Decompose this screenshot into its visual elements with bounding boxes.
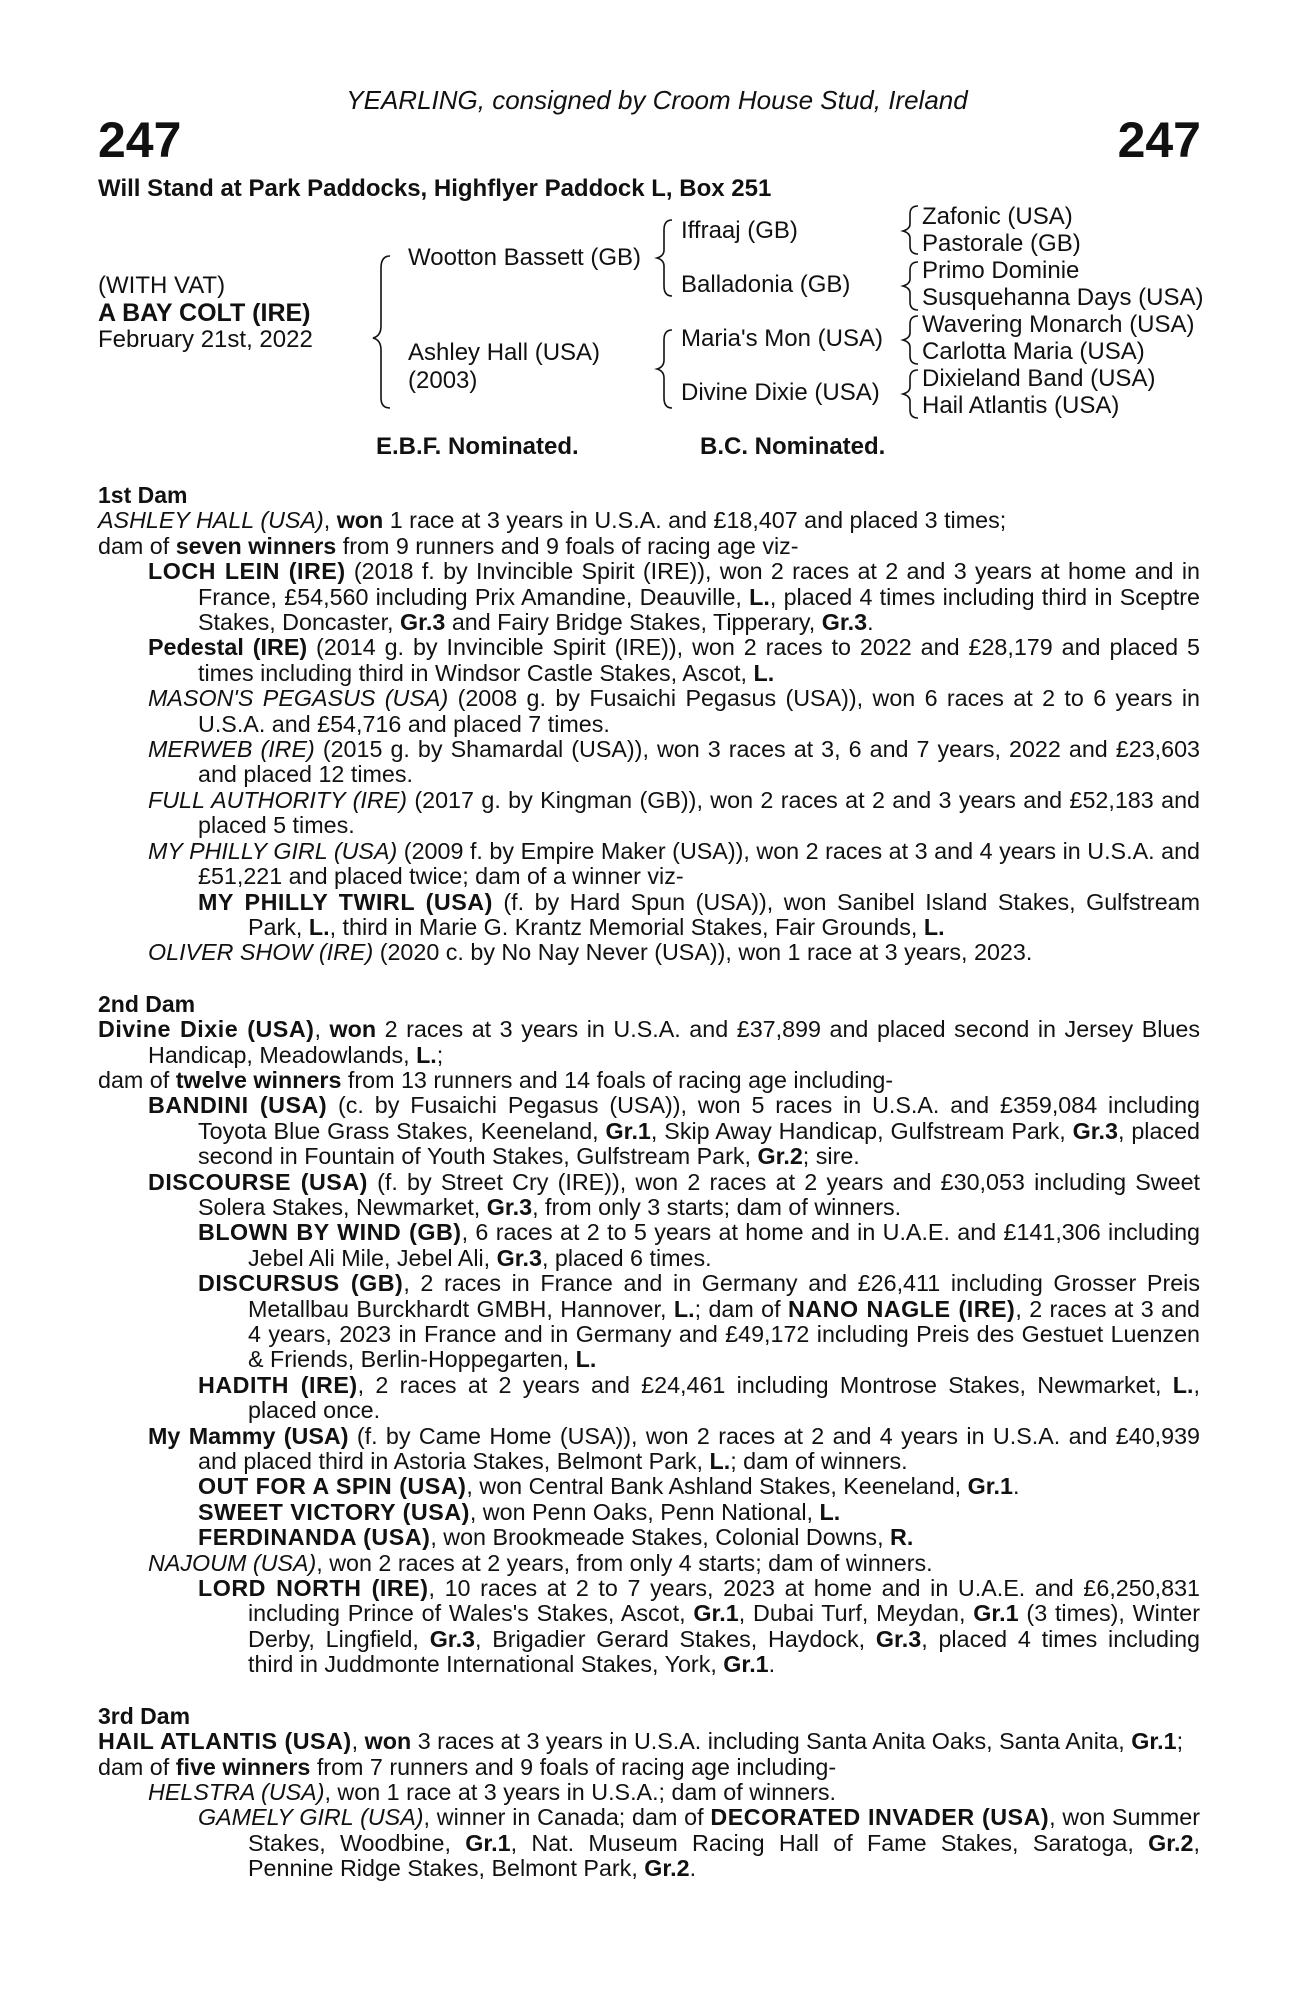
produce-entry: DISCURSUS (GB), 2 races in France and in Germany and £26,411 including Grosser Preis Metallbau Burckhardt GMBH, Hannover, L.; dam of NANO NAGLE (IRE), 2 races at 3 and 4 years, 2023 in France and in Germany and £49,172 including Preis des Gestuet Luenzen & Friends, Berlin-Hoppegarten, L.	[198, 1270, 1200, 1373]
produce-entry: MY PHILLY TWIRL (USA) (f. by Hard Spun (USA)), won Sanibel Island Stakes, Gulfstream Park, L., third in Marie G. Krantz Memorial Stakes, Fair Grounds, L.	[198, 888, 1201, 940]
lot-number-left: 247	[98, 112, 182, 168]
granddam-8: Hail Atlantis (USA)	[922, 392, 1120, 419]
lot-number-right: 247	[1117, 112, 1201, 168]
third-dam-heading: 3rd Dam	[98, 1702, 191, 1729]
granddam-6: Carlotta Maria (USA)	[922, 338, 1145, 365]
dam-dam: Divine Dixie (USA)	[681, 379, 880, 406]
produce-entry: OUT FOR A SPIN (USA), won Central Bank Ashland Stakes, Keeneland, Gr.1.	[198, 1473, 1020, 1500]
sire-name: Wootton Bassett (GB)	[408, 244, 641, 271]
catalogue-body	[98, 483, 1200, 1882]
dam-sire: Maria's Mon (USA)	[681, 325, 883, 352]
produce-entry: HELSTRA (USA), won 1 race at 3 years in U.S.A.; dam of winners.	[148, 1778, 836, 1805]
dam-year: (2003)	[408, 367, 478, 394]
produce-entry: SWEET VICTORY (USA), won Penn Oaks, Penn National, L.	[198, 1498, 841, 1525]
produce-entry: OLIVER SHOW (IRE) (2020 c. by No Nay Never (USA)), won 1 race at 3 years, 2023.	[148, 939, 1033, 966]
foaling-date: February 21st, 2022	[98, 326, 313, 353]
stand-location: Will Stand at Park Paddocks, Highflyer Paddock L, Box 251	[98, 175, 772, 202]
grandsire-3: Primo Dominie	[922, 257, 1080, 284]
produce-entry: DISCOURSE (USA) (f. by Street Cry (IRE)), won 2 races at 2 years and £30,053 including Sweet Solera Stakes, Newmarket, Gr.3, from only 3 starts; dam of winners.	[148, 1168, 1200, 1220]
consignment-line: YEARLING, consigned by Croom House Stud, Ireland	[346, 85, 968, 115]
produce-entry: MASON'S PEGASUS (USA) (2008 g. by Fusaichi Pegasus (USA)), won 6 races at 2 to 6 years in U.S.A. and £54,716 and placed 7 times.	[148, 685, 1200, 737]
produce-entry: FERDINANDA (USA), won Brookmeade Stakes, Colonial Downs, R.	[198, 1524, 914, 1551]
second-dam-heading: 2nd Dam	[98, 990, 196, 1017]
granddam-2: Pastorale (GB)	[922, 230, 1081, 257]
grandsire-5: Wavering Monarch (USA)	[922, 311, 1195, 338]
produce-entry: HADITH (IRE), 2 races at 2 years and £24,461 including Montrose Stakes, Newmarket, L., placed once.	[198, 1371, 1200, 1424]
grandsire-1: Zafonic (USA)	[922, 203, 1073, 230]
produce-entry: LOCH LEIN (IRE) (2018 f. by Invincible Spirit (IRE)), won 2 races at 2 and 3 years at home and in France, £54,560 including Prix Amandine, Deauville, L., placed 4 times including third in Sceptre Stakes, Doncaster, Gr.3 and Fairy Bridge Stakes, Tipperary, Gr.3.	[148, 558, 1201, 636]
bc-nomination: B.C. Nominated.	[700, 433, 886, 460]
produce-entry: BLOWN BY WIND (GB), 6 races at 2 to 5 years at home and in U.A.E. and £141,306 including Jebel Ali Mile, Jebel Ali, Gr.3, placed 6 times.	[198, 1219, 1200, 1271]
produce-entry: GAMELY GIRL (USA), winner in Canada; dam of DECORATED INVADER (USA), won Summer Stakes, Woodbine, Gr.1, Nat. Museum Racing Hall of Fame Stakes, Saratoga, Gr.2, Pennine Ridge Stakes, Belmont Park, Gr.2.	[198, 1804, 1200, 1882]
sire-sire: Iffraaj (GB)	[681, 217, 798, 244]
second-dam-produce-summary: dam of twelve winners from 13 runners and 14 foals of racing age including-	[98, 1066, 894, 1093]
grandsire-7: Dixieland Band (USA)	[922, 365, 1156, 392]
produce-entry: My Mammy (USA) (f. by Came Home (USA)), won 2 races at 2 and 4 years in U.S.A. and £40,939 and placed third in Astoria Stakes, Belmont Park, L.; dam of winners.	[148, 1422, 1200, 1475]
produce-entry: FULL AUTHORITY (IRE) (2017 g. by Kingman (GB)), won 2 races at 2 and 3 years and £52,183 and placed 5 times.	[148, 786, 1200, 839]
third-dam-record: HAIL ATLANTIS (USA), won 3 races at 3 years in U.S.A. including Santa Anita Oaks, Santa Anita, Gr.1;	[98, 1728, 1184, 1755]
produce-entry: LORD NORTH (IRE), 10 races at 2 to 7 years, 2023 at home and in U.A.E. and £6,250,831 including Prince of Wales's Stakes, Ascot, Gr.1, Dubai Turf, Meydan, Gr.1 (3 times), Winter Derby, Lingfield, Gr.3, Brigadier Gerard Stakes, Haydock, Gr.3, placed 4 times including third in Juddmonte International Stakes, York, Gr.1.	[198, 1575, 1201, 1678]
third-dam-produce-summary: dam of five winners from 7 runners and 9 foals of racing age including-	[98, 1753, 837, 1780]
produce-entry: MERWEB (IRE) (2015 g. by Shamardal (USA)), won 3 races at 3, 6 and 7 years, 2022 and £23,603 and placed 12 times.	[148, 736, 1200, 788]
ebf-nomination: E.B.F. Nominated.	[376, 433, 579, 460]
dam-name: Ashley Hall (USA)	[408, 339, 601, 366]
first-dam-heading: 1st Dam	[98, 482, 188, 508]
sire-dam: Balladonia (GB)	[681, 271, 851, 298]
produce-entry: NAJOUM (USA), won 2 races at 2 years, from only 4 starts; dam of winners.	[148, 1549, 933, 1576]
produce-entry: Pedestal (IRE) (2014 g. by Invincible Spirit (IRE)), won 2 races to 2022 and £28,179 and placed 5 times including third in Windsor Castle Stakes, Ascot, L.	[148, 634, 1200, 686]
first-dam-produce-summary: dam of seven winners from 9 runners and 9 foals of racing age viz-	[98, 532, 799, 559]
second-dam-record: Divine Dixie (USA), won 2 races at 3 years in U.S.A. and £37,899 and placed second in Jersey Blues Handicap, Meadowlands, L.;	[98, 1016, 1201, 1068]
horse-name: A BAY COLT (IRE)	[98, 299, 311, 327]
first-dam-record: ASHLEY HALL (USA), won 1 race at 3 years in U.S.A. and £18,407 and placed 3 times;	[98, 507, 1007, 534]
produce-entry: BANDINI (USA) (c. by Fusaichi Pegasus (USA)), won 5 races in U.S.A. and £359,084 including Toyota Blue Grass Stakes, Keeneland, Gr.1, Skip Away Handicap, Gulfstream Park, Gr.3, placed second in Fountain of Youth Stakes, Gulfstream Park, Gr.2; sire.	[148, 1092, 1201, 1170]
granddam-4: Susquehanna Days (USA)	[922, 284, 1204, 311]
produce-entry: MY PHILLY GIRL (USA) (2009 f. by Empire Maker (USA)), won 2 races at 3 and 4 years in U.S.A. and £51,221 and placed twice; dam of a winner viz-	[148, 837, 1200, 890]
vat-label: (WITH VAT)	[98, 272, 226, 299]
